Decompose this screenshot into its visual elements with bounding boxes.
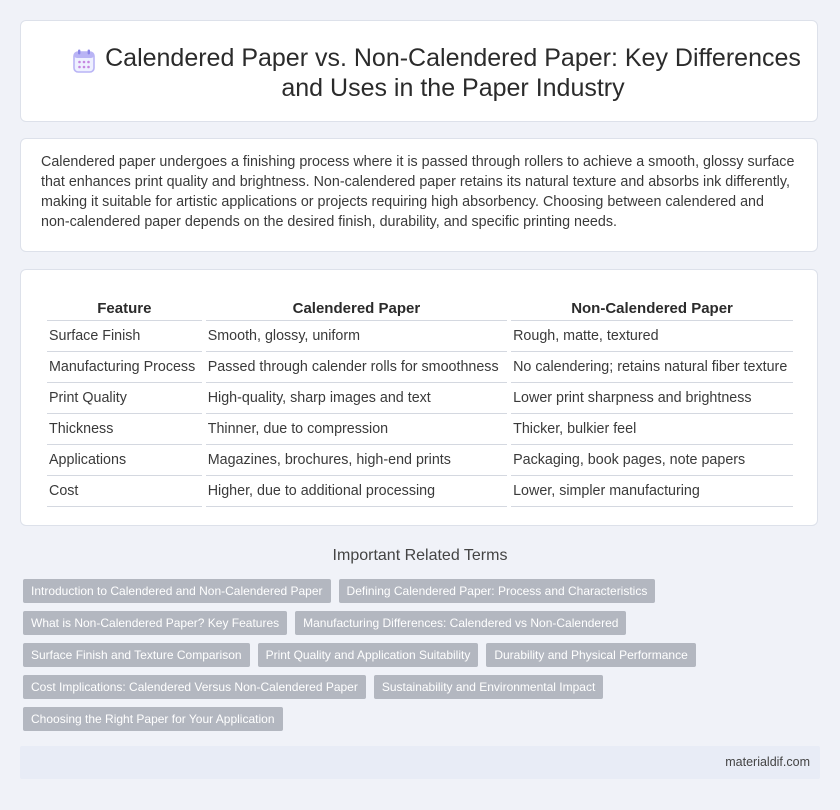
table-cell: Packaging, book pages, note papers: [511, 445, 793, 476]
title-card: [20, 20, 818, 122]
table-row: [47, 352, 793, 383]
table-cell: Smooth, glossy, uniform: [206, 321, 507, 352]
calendar-icon: [73, 49, 95, 73]
related-term-tag[interactable]: Surface Finish and Texture Comparison: [23, 643, 250, 667]
table-cell: Applications: [47, 445, 202, 476]
intro-card: [20, 138, 818, 252]
related-term-tag[interactable]: Sustainability and Environmental Impact: [374, 675, 603, 699]
table-row: [47, 414, 793, 445]
column-header-feature: Feature: [47, 294, 202, 321]
tag-row: [23, 707, 803, 731]
footer-bar: [20, 746, 820, 779]
table-cell: Lower, simpler manufacturing: [511, 476, 793, 507]
table-cell: Manufacturing Process: [47, 352, 202, 383]
related-term-tag[interactable]: Choosing the Right Paper for Your Application: [23, 707, 283, 731]
table-cell: Thicker, bulkier feel: [511, 414, 793, 445]
related-term-tag[interactable]: Durability and Physical Performance: [486, 643, 695, 667]
tag-row: [23, 611, 803, 635]
table-row: [47, 476, 793, 507]
table-cell: Rough, matte, textured: [511, 321, 793, 352]
column-header-calendered: Calendered Paper: [206, 294, 507, 321]
comparison-card: [20, 269, 818, 526]
related-term-tag[interactable]: Manufacturing Differences: Calendered vs Non-Calendered: [295, 611, 626, 635]
comparison-table: [43, 294, 797, 507]
related-term-tag[interactable]: What is Non-Calendered Paper? Key Features: [23, 611, 287, 635]
column-header-non-calendered: Non-Calendered Paper: [511, 294, 793, 321]
table-cell: Lower print sharpness and brightness: [511, 383, 793, 414]
related-term-tag[interactable]: Cost Implications: Calendered Versus Non-Calendered Paper: [23, 675, 366, 699]
table-cell: Higher, due to additional processing: [206, 476, 507, 507]
table-cell: Magazines, brochures, high-end prints: [206, 445, 507, 476]
table-cell: Cost: [47, 476, 202, 507]
table-row: [47, 321, 793, 352]
table-cell: Print Quality: [47, 383, 202, 414]
table-cell: Surface Finish: [47, 321, 202, 352]
related-term-tag[interactable]: Introduction to Calendered and Non-Calendered Paper: [23, 579, 331, 603]
table-cell: Passed through calender rolls for smoothness: [206, 352, 507, 383]
table-cell: Thinner, due to compression: [206, 414, 507, 445]
tag-row: [23, 579, 803, 603]
table-header-row: [47, 294, 793, 321]
related-term-tag[interactable]: Print Quality and Application Suitability: [258, 643, 479, 667]
related-terms-list: [23, 579, 803, 739]
tag-row: [23, 643, 803, 667]
intro-paragraph: Calendered paper undergoes a finishing process where it is passed through rollers to achieve a smooth, glossy surface that enhances print quality and brightness. Non-calendered paper retains its natural texture and absorbs ink differently, making it suitable for artistic applications or projects requiring high absorbency. Choosing between calendered and non-calendered paper depends on the desired finish, durability, and specific printing needs.: [41, 154, 795, 230]
tag-row: [23, 675, 803, 699]
page-title: Calendered Paper vs. Non-Calendered Paper: Key Differences and Uses in the Paper Industry: [105, 44, 801, 102]
table-cell: High-quality, sharp images and text: [206, 383, 507, 414]
table-row: [47, 383, 793, 414]
related-term-tag[interactable]: Defining Calendered Paper: Process and Characteristics: [339, 579, 656, 603]
table-row: [47, 445, 793, 476]
table-cell: No calendering; retains natural fiber texture: [511, 352, 793, 383]
site-name[interactable]: materialdif.com: [725, 755, 810, 769]
related-terms-heading: Important Related Terms: [332, 547, 508, 564]
table-cell: Thickness: [47, 414, 202, 445]
